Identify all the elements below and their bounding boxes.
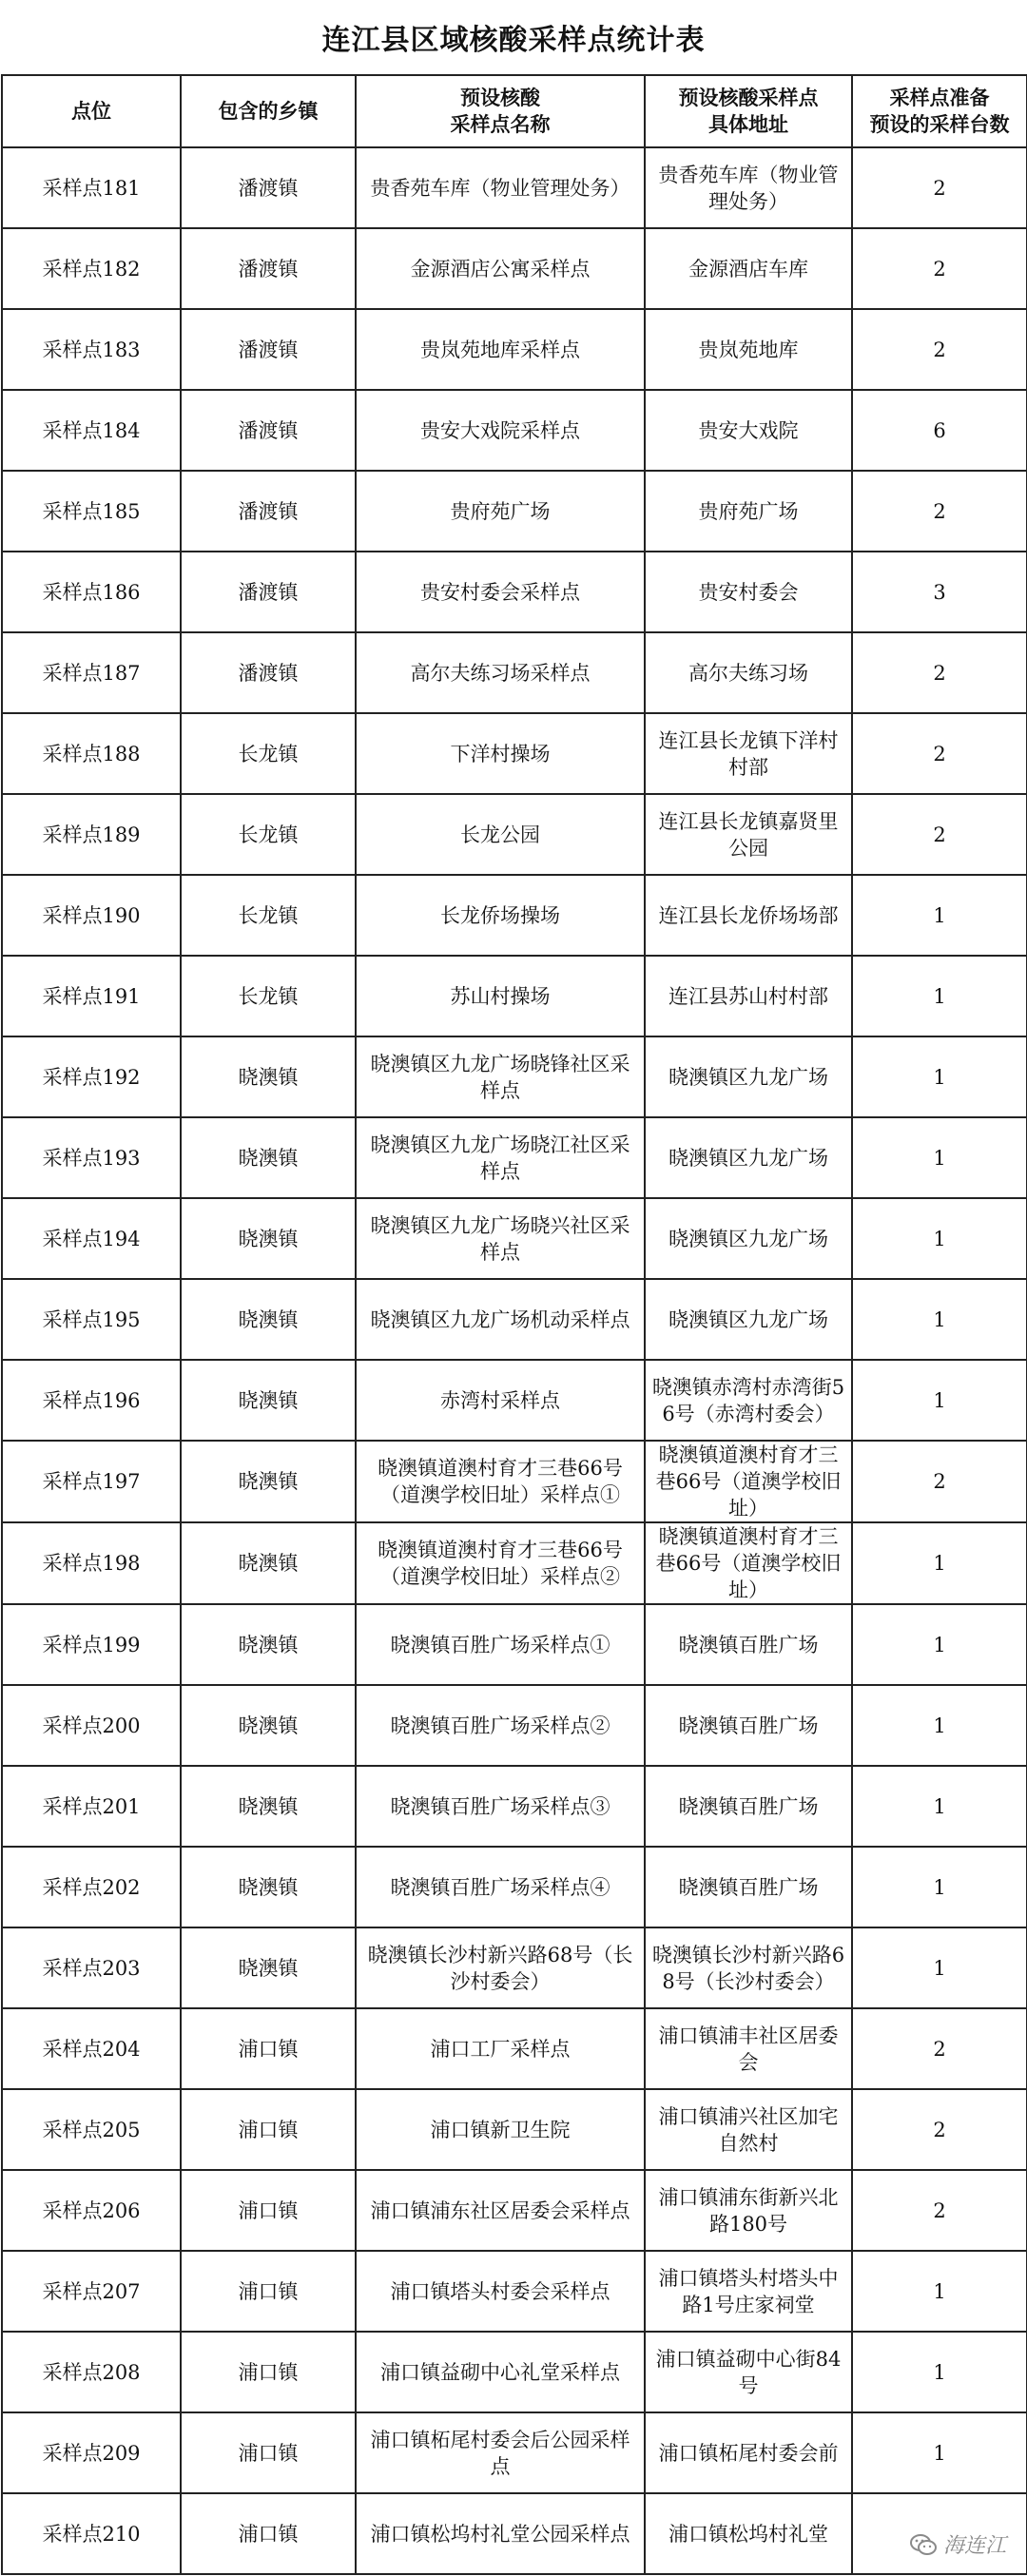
cell-location: 采样点204 — [2, 2008, 181, 2089]
cell-site-name: 金源酒店公寓采样点 — [356, 228, 645, 309]
cell-site-name: 浦口镇松坞村礼堂公园采样点 — [356, 2493, 645, 2574]
cell-address: 浦口镇浦丰社区居委会 — [645, 2008, 852, 2089]
table-row — [2, 794, 1027, 875]
cell-station-count: 1 — [852, 1279, 1027, 1360]
table-row — [2, 2332, 1027, 2412]
cell-township: 长龙镇 — [181, 713, 356, 794]
cell-station-count: 2 — [852, 2089, 1027, 2170]
cell-station-count: 1 — [852, 956, 1027, 1036]
table-row — [2, 2170, 1027, 2251]
cell-township: 晓澳镇 — [181, 1847, 356, 1927]
cell-address: 贵岚苑地库 — [645, 309, 852, 390]
cell-location: 采样点203 — [2, 1927, 181, 2008]
cell-address: 浦口镇塔头村塔头中路1号庄家祠堂 — [645, 2251, 852, 2332]
cell-location: 采样点187 — [2, 632, 181, 713]
cell-township: 晓澳镇 — [181, 1604, 356, 1685]
cell-location: 采样点182 — [2, 228, 181, 309]
table-row — [2, 228, 1027, 309]
cell-township: 晓澳镇 — [181, 1117, 356, 1198]
cell-location: 采样点201 — [2, 1766, 181, 1847]
cell-township: 潘渡镇 — [181, 552, 356, 632]
cell-station-count: 1 — [852, 1522, 1027, 1604]
cell-location: 采样点209 — [2, 2412, 181, 2493]
cell-address: 浦口镇松坞村礼堂 — [645, 2493, 852, 2574]
cell-site-name: 长龙侨场操场 — [356, 875, 645, 956]
cell-station-count: 2 — [852, 2170, 1027, 2251]
cell-address: 连江县长龙镇下洋村村部 — [645, 713, 852, 794]
cell-location: 采样点202 — [2, 1847, 181, 1927]
cell-township: 晓澳镇 — [181, 1522, 356, 1604]
cell-township: 浦口镇 — [181, 2332, 356, 2412]
cell-site-name: 贵岚苑地库采样点 — [356, 309, 645, 390]
cell-address: 贵安村委会 — [645, 552, 852, 632]
cell-township: 潘渡镇 — [181, 632, 356, 713]
table-row — [2, 2251, 1027, 2332]
cell-township: 长龙镇 — [181, 794, 356, 875]
cell-township: 潘渡镇 — [181, 147, 356, 228]
cell-township: 潘渡镇 — [181, 471, 356, 552]
cell-location: 采样点185 — [2, 471, 181, 552]
cell-station-count: 2 — [852, 713, 1027, 794]
table-row — [2, 1279, 1027, 1360]
cell-site-name: 高尔夫练习场采样点 — [356, 632, 645, 713]
header-site-name: 预设核酸 采样点名称 — [356, 75, 645, 147]
table-row — [2, 632, 1027, 713]
cell-township: 浦口镇 — [181, 2412, 356, 2493]
cell-address: 连江县长龙镇嘉贤里公园 — [645, 794, 852, 875]
cell-address: 连江县苏山村村部 — [645, 956, 852, 1036]
cell-site-name: 晓澳镇区九龙广场晓江社区采样点 — [356, 1117, 645, 1198]
cell-location: 采样点183 — [2, 309, 181, 390]
table-row — [2, 713, 1027, 794]
table-row — [2, 390, 1027, 471]
table-row — [2, 1927, 1027, 2008]
cell-site-name: 晓澳镇百胜广场采样点③ — [356, 1766, 645, 1847]
cell-station-count: 1 — [852, 1685, 1027, 1766]
header-location: 点位 — [2, 75, 181, 147]
header-township: 包含的乡镇 — [181, 75, 356, 147]
cell-location: 采样点181 — [2, 147, 181, 228]
cell-address: 晓澳镇区九龙广场 — [645, 1117, 852, 1198]
cell-location: 采样点210 — [2, 2493, 181, 2574]
table-row — [2, 1847, 1027, 1927]
cell-township: 潘渡镇 — [181, 390, 356, 471]
cell-township: 晓澳镇 — [181, 1036, 356, 1117]
cell-address: 晓澳镇赤湾村赤湾街56号（赤湾村委会） — [645, 1360, 852, 1441]
cell-station-count: 2 — [852, 471, 1027, 552]
cell-site-name: 贵香苑车库（物业管理处务） — [356, 147, 645, 228]
cell-station-count: 1 — [852, 2332, 1027, 2412]
cell-location: 采样点194 — [2, 1198, 181, 1279]
table-row — [2, 1360, 1027, 1441]
table-row — [2, 2493, 1027, 2574]
cell-township: 晓澳镇 — [181, 1279, 356, 1360]
cell-site-name: 贵府苑广场 — [356, 471, 645, 552]
cell-township: 浦口镇 — [181, 2008, 356, 2089]
cell-address: 贵香苑车库（物业管理处务） — [645, 147, 852, 228]
table-row — [2, 1685, 1027, 1766]
cell-township: 晓澳镇 — [181, 1685, 356, 1766]
header-row — [2, 75, 1027, 147]
cell-site-name: 赤湾村采样点 — [356, 1360, 645, 1441]
cell-location: 采样点197 — [2, 1441, 181, 1522]
cell-site-name: 晓澳镇百胜广场采样点④ — [356, 1847, 645, 1927]
table-row — [2, 552, 1027, 632]
cell-station-count: 1 — [852, 1766, 1027, 1847]
cell-address: 晓澳镇百胜广场 — [645, 1847, 852, 1927]
watermark — [909, 2529, 1006, 2559]
cell-station-count: 2 — [852, 632, 1027, 713]
cell-station-count: 1 — [852, 1847, 1027, 1927]
cell-station-count: 1 — [852, 1198, 1027, 1279]
watermark-text: 海连江 — [942, 2534, 1006, 2558]
table-row — [2, 147, 1027, 228]
cell-address: 浦口镇浦兴社区加宅自然村 — [645, 2089, 852, 2170]
cell-site-name: 贵安大戏院采样点 — [356, 390, 645, 471]
cell-station-count: 1 — [852, 2412, 1027, 2493]
table-body — [2, 147, 1027, 2574]
cell-township: 潘渡镇 — [181, 309, 356, 390]
cell-station-count: 2 — [852, 794, 1027, 875]
table-row — [2, 1604, 1027, 1685]
table-title: 连江县区域核酸采样点统计表 — [321, 24, 706, 57]
header-address: 预设核酸采样点 具体地址 — [645, 75, 852, 147]
cell-location: 采样点193 — [2, 1117, 181, 1198]
cell-location: 采样点195 — [2, 1279, 181, 1360]
cell-location: 采样点189 — [2, 794, 181, 875]
cell-address: 高尔夫练习场 — [645, 632, 852, 713]
cell-site-name: 晓澳镇长沙村新兴路68号（长沙村委会） — [356, 1927, 645, 2008]
cell-township: 晓澳镇 — [181, 1198, 356, 1279]
cell-site-name: 晓澳镇百胜广场采样点② — [356, 1685, 645, 1766]
cell-station-count: 1 — [852, 1604, 1027, 1685]
cell-station-count: 1 — [852, 1360, 1027, 1441]
table-row — [2, 2008, 1027, 2089]
cell-location: 采样点205 — [2, 2089, 181, 2170]
cell-location: 采样点184 — [2, 390, 181, 471]
cell-station-count: 2 — [852, 2008, 1027, 2089]
cell-location: 采样点190 — [2, 875, 181, 956]
cell-site-name: 浦口镇塔头村委会采样点 — [356, 2251, 645, 2332]
cell-township: 晓澳镇 — [181, 1927, 356, 2008]
cell-township: 浦口镇 — [181, 2170, 356, 2251]
cell-site-name: 浦口镇新卫生院 — [356, 2089, 645, 2170]
cell-site-name: 浦口镇浦东社区居委会采样点 — [356, 2170, 645, 2251]
table-row — [2, 1036, 1027, 1117]
cell-station-count: 1 — [852, 1927, 1027, 2008]
cell-site-name: 浦口镇益砌中心礼堂采样点 — [356, 2332, 645, 2412]
cell-address: 浦口镇浦东街新兴北路180号 — [645, 2170, 852, 2251]
cell-address: 贵府苑广场 — [645, 471, 852, 552]
sampling-points-table — [1, 74, 1027, 2575]
cell-location: 采样点196 — [2, 1360, 181, 1441]
cell-site-name: 苏山村操场 — [356, 956, 645, 1036]
cell-station-count: 2 — [852, 147, 1027, 228]
cell-location: 采样点198 — [2, 1522, 181, 1604]
cell-address: 晓澳镇区九龙广场 — [645, 1036, 852, 1117]
cell-station-count: 1 — [852, 875, 1027, 956]
cell-location: 采样点206 — [2, 2170, 181, 2251]
cell-location: 采样点207 — [2, 2251, 181, 2332]
cell-site-name: 晓澳镇百胜广场采样点① — [356, 1604, 645, 1685]
table-row — [2, 309, 1027, 390]
cell-township: 浦口镇 — [181, 2251, 356, 2332]
table-row — [2, 1522, 1027, 1604]
cell-address: 金源酒店车库 — [645, 228, 852, 309]
cell-location: 采样点199 — [2, 1604, 181, 1685]
cell-site-name: 晓澳镇区九龙广场晓锋社区采样点 — [356, 1036, 645, 1117]
cell-site-name: 长龙公园 — [356, 794, 645, 875]
cell-station-count: 6 — [852, 390, 1027, 471]
table-row — [2, 875, 1027, 956]
cell-township: 晓澳镇 — [181, 1441, 356, 1522]
table-row — [2, 1117, 1027, 1198]
cell-address: 晓澳镇区九龙广场 — [645, 1279, 852, 1360]
table-row — [2, 1766, 1027, 1847]
cell-site-name: 晓澳镇区九龙广场晓兴社区采样点 — [356, 1198, 645, 1279]
cell-site-name: 下洋村操场 — [356, 713, 645, 794]
table-row — [2, 2089, 1027, 2170]
cell-location: 采样点192 — [2, 1036, 181, 1117]
cell-site-name: 浦口工厂采样点 — [356, 2008, 645, 2089]
table-row — [2, 1441, 1027, 1522]
cell-location: 采样点208 — [2, 2332, 181, 2412]
cell-site-name: 浦口镇柘尾村委会后公园采样点 — [356, 2412, 645, 2493]
cell-township: 晓澳镇 — [181, 1766, 356, 1847]
cell-site-name: 晓澳镇道澳村育才三巷66号（道澳学校旧址）采样点② — [356, 1522, 645, 1604]
header-station-count: 采样点准备 预设的采样台数 — [852, 75, 1027, 147]
cell-address: 贵安大戏院 — [645, 390, 852, 471]
cell-station-count: 2 — [852, 228, 1027, 309]
table-row — [2, 2412, 1027, 2493]
cell-location: 采样点188 — [2, 713, 181, 794]
cell-address: 浦口镇益砌中心街84号 — [645, 2332, 852, 2412]
cell-address: 晓澳镇区九龙广场 — [645, 1198, 852, 1279]
table-row — [2, 956, 1027, 1036]
cell-station-count: 2 — [852, 1441, 1027, 1522]
cell-station-count: 1 — [852, 1036, 1027, 1117]
cell-address: 晓澳镇百胜广场 — [645, 1685, 852, 1766]
cell-station-count: 1 — [852, 2251, 1027, 2332]
cell-site-name: 晓澳镇道澳村育才三巷66号（道澳学校旧址）采样点① — [356, 1441, 645, 1522]
cell-township: 浦口镇 — [181, 2089, 356, 2170]
cell-address: 晓澳镇百胜广场 — [645, 1604, 852, 1685]
wechat-icon — [909, 2532, 938, 2557]
cell-site-name: 晓澳镇区九龙广场机动采样点 — [356, 1279, 645, 1360]
cell-address: 晓澳镇道澳村育才三巷66号（道澳学校旧址） — [645, 1441, 852, 1522]
cell-township: 潘渡镇 — [181, 228, 356, 309]
table-row — [2, 1198, 1027, 1279]
cell-address: 浦口镇柘尾村委会前 — [645, 2412, 852, 2493]
cell-township: 长龙镇 — [181, 956, 356, 1036]
cell-location: 采样点191 — [2, 956, 181, 1036]
cell-site-name: 贵安村委会采样点 — [356, 552, 645, 632]
cell-station-count: 3 — [852, 552, 1027, 632]
cell-address: 晓澳镇百胜广场 — [645, 1766, 852, 1847]
cell-station-count: 2 — [852, 309, 1027, 390]
cell-address: 连江县长龙侨场场部 — [645, 875, 852, 956]
cell-location: 采样点186 — [2, 552, 181, 632]
cell-location: 采样点200 — [2, 1685, 181, 1766]
cell-station-count: 1 — [852, 1117, 1027, 1198]
cell-township: 浦口镇 — [181, 2493, 356, 2574]
table-row — [2, 471, 1027, 552]
cell-address: 晓澳镇道澳村育才三巷66号（道澳学校旧址） — [645, 1522, 852, 1604]
cell-township: 晓澳镇 — [181, 1360, 356, 1441]
cell-township: 长龙镇 — [181, 875, 356, 956]
cell-address: 晓澳镇长沙村新兴路68号（长沙村委会） — [645, 1927, 852, 2008]
